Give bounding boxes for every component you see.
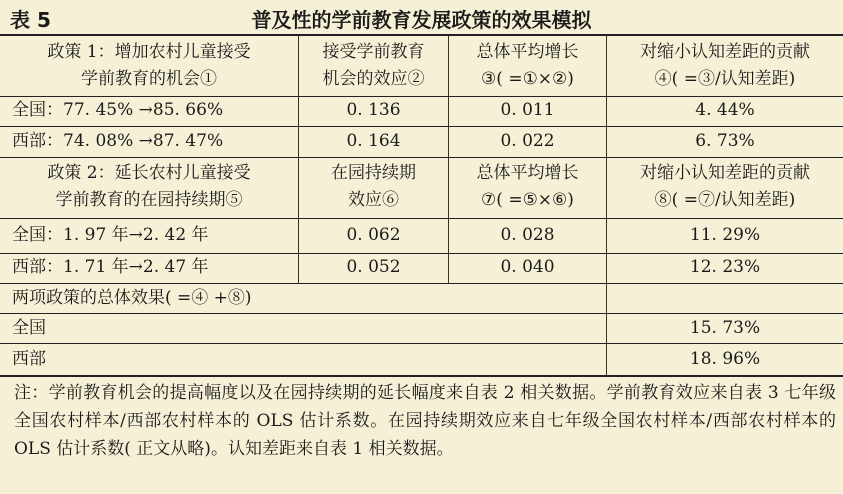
table-row-label: 全国：77. 45% →85. 66%: [12, 100, 224, 120]
header2-policy: 政策 2：延长农村儿童接受 学前教育的在园持续期⑤: [47, 163, 251, 210]
table-cell-effect: 0. 052: [346, 257, 401, 277]
table-cell-effect: 0. 062: [346, 225, 401, 245]
header1-growth: 总体平均增长 ③( =①×②): [476, 42, 579, 89]
table-note: 注：学前教育机会的提高幅度以及在园持续期的延长幅度来自表 2 相关数据。学前教育效应来自表 3 七年级全国农村样本/西部农村样本的 OLS 估计系数。在园持续期效应来自七年级全国农村样本/西部农村样本的 OLS 估计系数( 正文从略)。认知差距来自表 1 相关数据。: [14, 383, 836, 459]
header1-effect: 接受学前教育 机会的效应②: [322, 42, 425, 89]
row-rule: [0, 343, 843, 344]
table-row-label: 西部：1. 71 年→2. 47 年: [12, 257, 209, 277]
total-row-value: 18. 96%: [689, 349, 761, 369]
row-rule: [0, 126, 843, 127]
top-rule: [0, 34, 843, 36]
table-row-label: 西部：74. 08% →87. 47%: [12, 131, 224, 151]
header2-effect: 在园持续期 效应⑥: [331, 163, 416, 210]
table-label: 表 5: [10, 8, 51, 32]
table-cell-effect: 0. 164: [346, 131, 401, 151]
table-cell-contribution: 6. 73%: [695, 131, 755, 151]
table-cell-growth: 0. 040: [500, 257, 555, 277]
table-cell-contribution: 4. 44%: [695, 100, 755, 120]
header1-policy: 政策 1：增加农村儿童接受 学前教育的机会①: [47, 42, 251, 89]
row-rule: [0, 218, 843, 219]
row-rule: [0, 313, 843, 314]
table-cell-growth: 0. 028: [500, 225, 555, 245]
table-cell-effect: 0. 136: [346, 100, 401, 120]
row-rule: [0, 283, 843, 284]
total-row-label: 西部: [12, 349, 46, 369]
total-row-label: 全国: [12, 318, 46, 338]
total-effect-label: 两项政策的总体效果( =④ +⑧): [12, 288, 252, 308]
table-title: 普及性的学前教育发展政策的效果模拟: [251, 8, 592, 32]
table-cell-growth: 0. 022: [500, 131, 555, 151]
header2-growth: 总体平均增长 ⑦( =⑤×⑥): [476, 163, 579, 210]
table-cell-contribution: 12. 23%: [689, 257, 761, 277]
bottom-rule: [0, 375, 843, 377]
table-row-label: 全国：1. 97 年→2. 42 年: [12, 225, 209, 245]
table-cell-growth: 0. 011: [500, 100, 555, 120]
table-cell-contribution: 11. 29%: [689, 225, 761, 245]
header2-contribution: 对缩小认知差距的贡献 ⑧( =⑦/认知差距): [640, 163, 810, 210]
header1-contribution: 对缩小认知差距的贡献 ④( =③/认知差距): [640, 42, 810, 89]
row-rule: [0, 157, 843, 158]
total-row-value: 15. 73%: [689, 318, 761, 338]
title-row: [0, 0, 843, 34]
